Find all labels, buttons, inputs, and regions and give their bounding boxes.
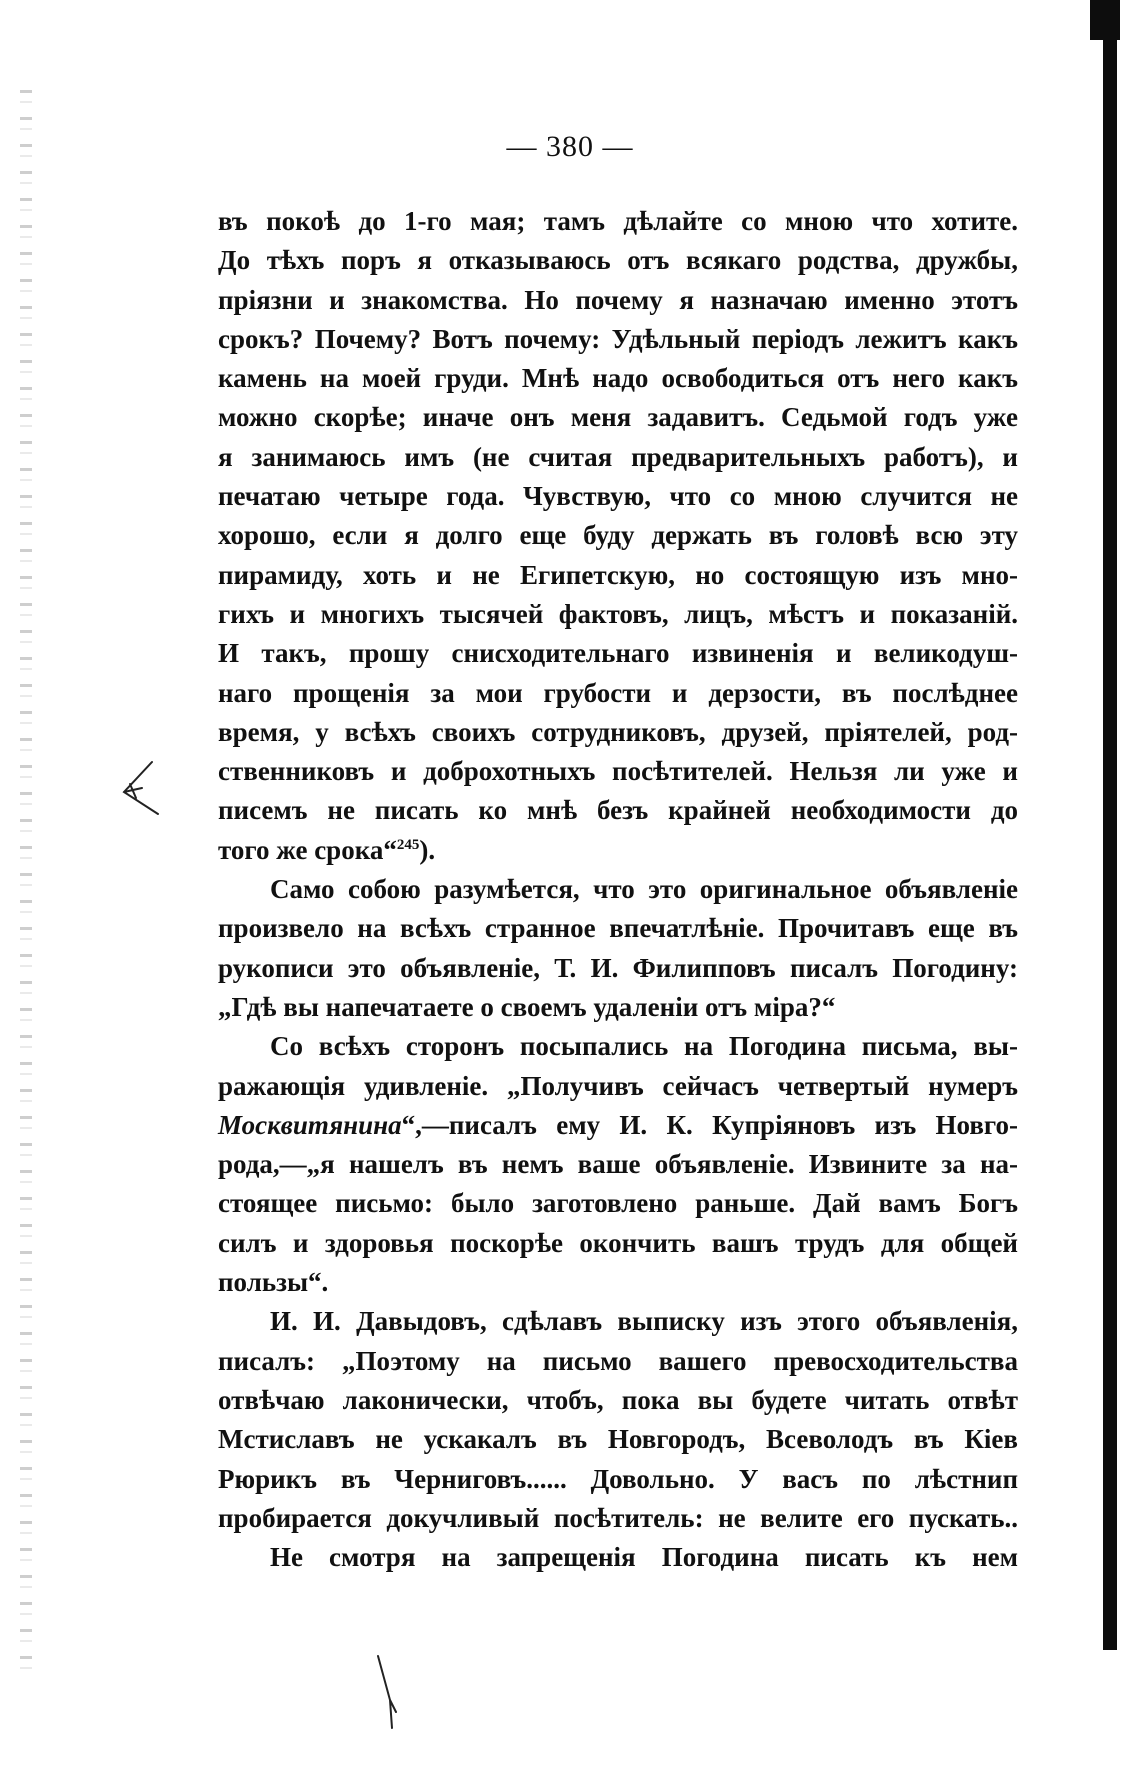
text-line: силъ и здоровья поскорѣе окончить вашъ трудъ для общей — [218, 1227, 1018, 1258]
paragraph-3 — [218, 1027, 1018, 1302]
text-line: отвѣчаю лаконически, чтобъ, пока вы будете читать отвѣт — [218, 1384, 1018, 1415]
text-line: пользы“. — [218, 1267, 329, 1298]
text-fragment: ). — [419, 834, 436, 865]
text-line: наго прощенія за мои грубости и дерзости, въ послѣднее — [218, 677, 1018, 708]
paragraph-4 — [218, 1302, 1018, 1538]
text-line: хорошо, если я долго еще буду держать въ головѣ всю эту — [218, 520, 1018, 551]
text-line: пріязни и знакомства. Но почему я назначаю именно этотъ — [218, 284, 1018, 315]
text-line: Мстиславъ не ускакалъ въ Новгородъ, Всеволодъ въ Кіев — [218, 1424, 1018, 1455]
text-line: „Гдѣ вы напечатаете о своемъ удаленіи отъ міра?“ — [218, 991, 836, 1022]
text-line: стоящее письмо: было заготовлено раньше. Дай вамъ Богъ — [218, 1188, 1018, 1219]
text-line: Со всѣхъ сторонъ посыпались на Погодина письма, вы- — [270, 1031, 1018, 1062]
text-fragment: “,—писалъ ему И. К. Купріяновъ изъ Новго- — [401, 1109, 1018, 1140]
text-line: можно скорѣе; иначе онъ меня задавитъ. Седьмой годъ уже — [218, 402, 1018, 433]
pencil-margin-mark-icon — [118, 758, 168, 818]
text-line: камень на моей груди. Мнѣ надо освободиться отъ него какъ — [218, 363, 1018, 394]
text-line: я занимаюсь имъ (не считая предварительныхъ работъ), и — [218, 441, 1018, 472]
text-line: гихъ и многихъ тысячей фактовъ, лицъ, мѣстъ и показаній. — [218, 598, 1018, 629]
text-line: печатаю четыре года. Чувствую, что со мною случится не — [218, 481, 1018, 512]
text-line: ственниковъ и доброхотныхъ посѣтителей. Нельзя ли уже и — [218, 756, 1018, 787]
text-line: И такъ, прошу снисходительнаго извиненія и великодуш- — [218, 638, 1018, 669]
paragraph-5 — [218, 1538, 1018, 1577]
scan-left-edge — [20, 90, 32, 1670]
footnote-reference: 245 — [396, 836, 420, 853]
paragraph-1 — [218, 202, 1018, 870]
text-line: время, у всѣхъ своихъ сотрудниковъ, друзей, пріятелей, род- — [218, 716, 1018, 747]
text-line: Не смотря на запрещенія Погодина писать къ нем — [270, 1542, 1018, 1573]
text-line: Рюрикъ въ Черниговъ...... Довольно. У васъ по лѣстнип — [218, 1463, 1018, 1494]
text-line: срокъ? Почему? Вотъ почему: Удѣльный періодъ лежитъ какъ — [218, 323, 1018, 354]
italic-title: Москвитянина — [218, 1109, 402, 1140]
text-line: пробирается докучливый посѣтитель: не велите его пускать.. — [218, 1502, 1018, 1533]
text-line: Само собою разумѣется, что это оригинальное объявленіе — [270, 874, 1018, 905]
paragraph-2 — [218, 870, 1018, 1027]
page-number: — 380 — — [506, 130, 634, 163]
text-line — [218, 1106, 1018, 1145]
text-fragment: того же срока“ — [218, 834, 397, 865]
text-line: ражающія удивленіе. „Получивъ сейчасъ четвертый нумеръ — [218, 1070, 1018, 1101]
scan-right-edge — [1103, 0, 1117, 1650]
body-text — [218, 202, 1018, 1577]
pencil-bottom-mark-icon — [376, 1652, 400, 1732]
text-line: въ покоѣ до 1-го мая; тамъ дѣлайте со мною что хотите. — [218, 206, 1018, 236]
text-line: До тѣхъ поръ я отказываюсь отъ всякаго родства, дружбы, — [218, 245, 1018, 276]
text-line: И. И. Давыдовъ, сдѣлавъ выписку изъ этого объявленія, — [270, 1306, 1018, 1337]
text-line: пирамиду, хоть и не Египетскую, но состоящую изъ мно- — [218, 559, 1018, 590]
text-line: писалъ: „Поэтому на письмо вашего превосходительства — [218, 1345, 1018, 1376]
text-line: произвело на всѣхъ странное впечатлѣніе. Прочитавъ еще въ — [218, 913, 1018, 944]
text-line — [218, 831, 1018, 870]
text-line: писемъ не писать ко мнѣ безъ крайней необходимости до — [218, 795, 1018, 826]
text-line: рукописи это объявленіе, Т. И. Филипповъ писалъ Погодину: — [218, 952, 1018, 983]
text-line: рода,—„я нашелъ въ немъ ваше объявленіе. Извините за на- — [218, 1149, 1018, 1180]
